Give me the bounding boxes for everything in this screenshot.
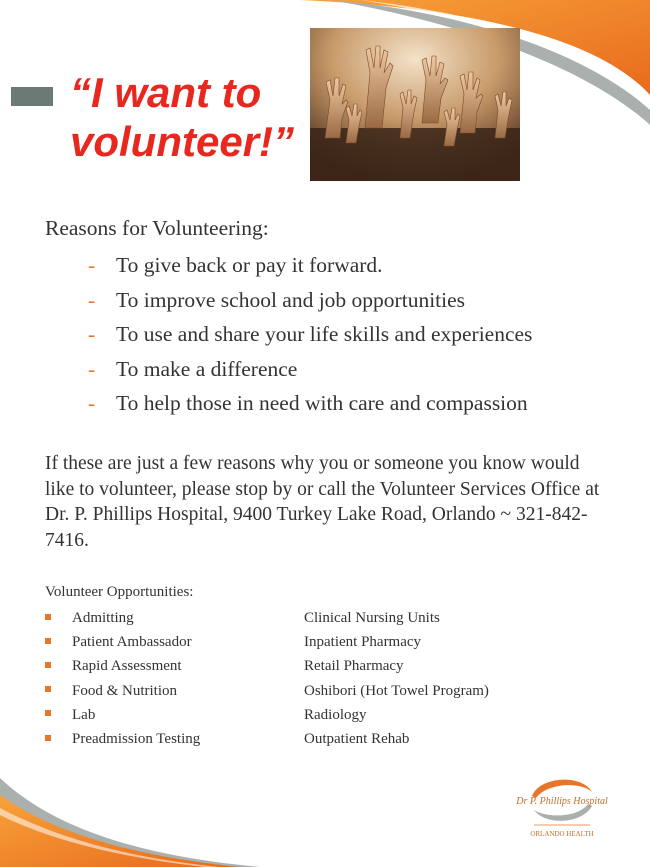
opportunity-item: Patient Ambassador xyxy=(45,632,200,656)
reason-item: - To give back or pay it forward. xyxy=(88,253,383,277)
reasons-list xyxy=(88,252,532,425)
reason-item: - To use and share your life skills and experiences xyxy=(88,322,533,346)
logo-name: Dr P. Phillips Hospital xyxy=(516,796,608,807)
opportunity-item: Oshibori (Hot Towel Program) xyxy=(304,682,489,699)
title-marker-tab xyxy=(11,87,53,106)
square-bullet-icon xyxy=(45,638,51,644)
hospital-logo xyxy=(512,770,612,842)
opportunity-item: Food & Nutrition xyxy=(45,681,200,705)
dash-bullet: - xyxy=(88,391,96,415)
opportunity-item: Lab xyxy=(45,705,200,729)
reason-item: - To help those in need with care and compassion xyxy=(88,391,528,415)
headline xyxy=(70,68,330,166)
square-bullet-icon xyxy=(45,710,51,716)
dash-bullet: - xyxy=(88,322,96,346)
square-bullet-icon xyxy=(45,662,51,668)
reason-item: - To make a difference xyxy=(88,356,298,381)
opportunities-right-column xyxy=(304,608,489,753)
square-bullet-icon xyxy=(45,735,51,741)
square-bullet-icon xyxy=(45,686,51,692)
headline-line-2: volunteer!” xyxy=(70,118,295,165)
opportunity-item: Preadmission Testing xyxy=(45,729,200,753)
square-bullet-icon xyxy=(45,614,51,620)
opportunities-title: Volunteer Opportunities: xyxy=(45,584,194,600)
logo-subtitle: ORLANDO HEALTH xyxy=(530,830,594,838)
reasons-title: Reasons for Volunteering: xyxy=(45,216,269,240)
reason-item: - To improve school and job opportunities xyxy=(88,287,466,312)
dash-bullet: - xyxy=(88,253,96,277)
opportunity-item: Rapid Assessment xyxy=(45,656,200,680)
dash-bullet: - xyxy=(88,287,96,312)
opportunities-left-column xyxy=(45,608,200,753)
dash-bullet: - xyxy=(88,356,96,381)
opportunity-item: Outpatient Rehab xyxy=(304,730,410,747)
opportunity-item: Admitting xyxy=(45,608,200,632)
opportunity-item: Clinical Nursing Units xyxy=(304,610,440,626)
contact-paragraph: If these are just a few reasons why you or someone you know would like to volunteer, please stop by or call the Volunteer Services Office at Dr. P. Phillips Hospital, 9400 Turkey Lake Road, Orlando ~ 321-842-7416. xyxy=(45,453,600,551)
raised-hands-photo xyxy=(310,28,520,181)
opportunity-item: Radiology xyxy=(304,706,367,723)
opportunity-item: Retail Pharmacy xyxy=(304,658,404,675)
headline-line-1: “I want to xyxy=(70,69,262,116)
opportunity-item: Inpatient Pharmacy xyxy=(304,634,422,651)
